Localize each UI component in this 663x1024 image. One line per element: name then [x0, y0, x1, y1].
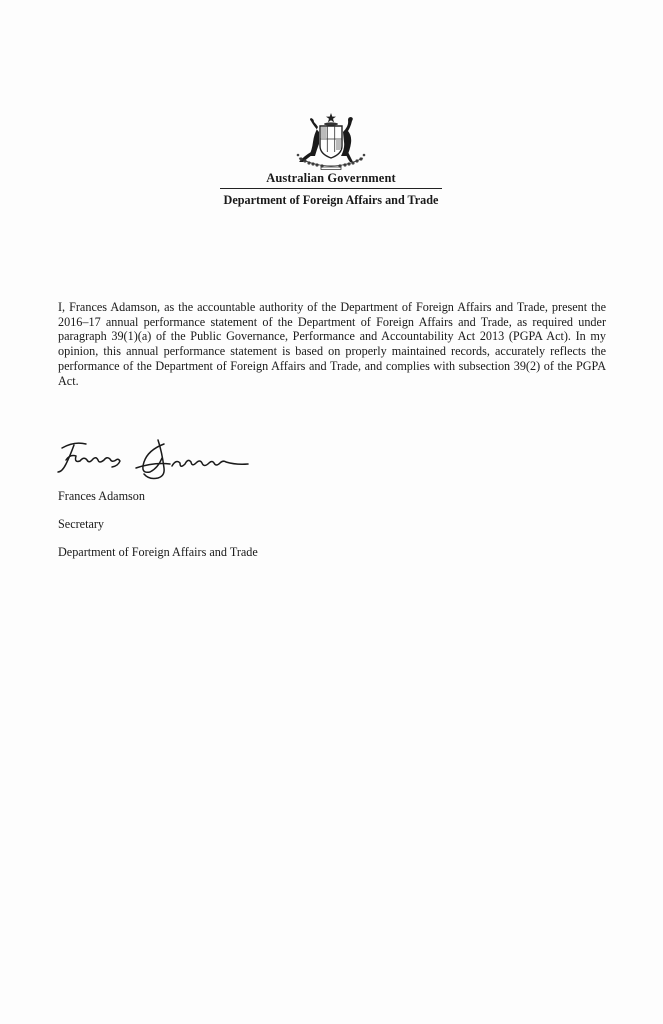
- commonwealth-coat-of-arms-icon: [291, 112, 371, 170]
- performance-statement-paragraph: I, Frances Adamson, as the accountable authority of the Department of Foreign Affairs and Trade, present the 2016–17 annual performance statement of the Department of Foreign Affairs and Trade, as required under paragraph 39(1)(a) of the Public Governance, Performance and Accountability Act 2013 (PGPA Act). In my opinion, this annual performance statement is based on properly maintained records, accurately reflects the performance of the Department of Foreign Affairs and Trade, and complies with subsection 39(2) of the PGPA Act.: [58, 300, 606, 388]
- department-name: Department of Foreign Affairs and Trade: [223, 193, 439, 207]
- signatory-name: Frances Adamson: [58, 489, 145, 503]
- letterhead-divider: [220, 188, 442, 189]
- signatory-title: Secretary: [58, 517, 105, 531]
- signatory-department: Department of Foreign Affairs and Trade: [58, 545, 258, 559]
- government-name: Australian Government: [266, 171, 396, 185]
- handwritten-signature: [52, 432, 252, 482]
